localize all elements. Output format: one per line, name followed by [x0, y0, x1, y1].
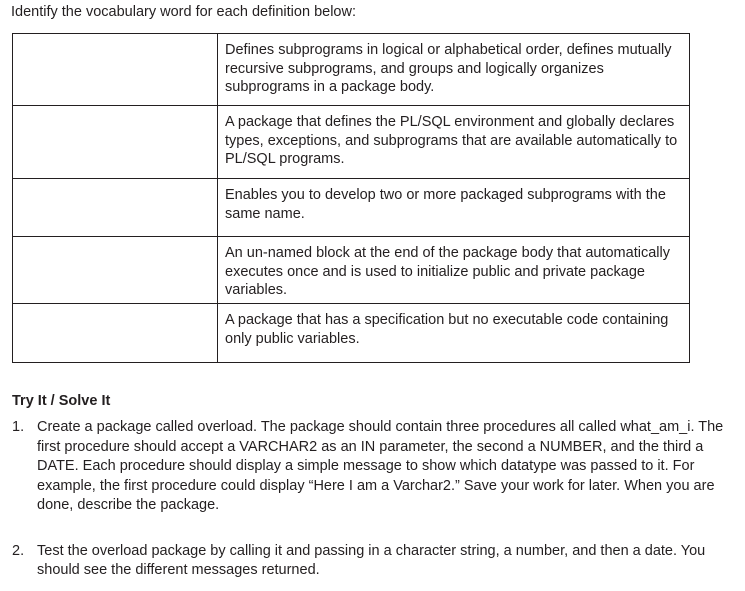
task-item [12, 542, 737, 581]
vocabulary-answer-cell[interactable] [13, 34, 218, 106]
task-number: 2. [12, 542, 25, 559]
section-heading: Try It / Solve It [12, 393, 111, 409]
vocabulary-row [13, 237, 690, 304]
task-list [12, 418, 737, 581]
vocabulary-definition: An un-named block at the end of the package body that automatically executes once and is used to initialize public and private package variables. [218, 237, 690, 304]
vocabulary-definition: Enables you to develop two or more packaged subprograms with the same name. [218, 179, 690, 237]
task-number: 1. [12, 419, 25, 435]
vocabulary-row [13, 304, 690, 363]
vocabulary-answer-cell[interactable] [13, 237, 218, 304]
task-item [12, 418, 737, 516]
vocabulary-answer-cell[interactable] [13, 304, 218, 363]
task-text: Test the overload package by calling it and passing in a character string, a number, and then a date. You should see the different messages returned. [37, 542, 706, 578]
vocabulary-definition: A package that defines the PL/SQL environment and globally declares types, exceptions, and subprograms that are available automatically to PL/SQL programs. [218, 106, 690, 179]
vocabulary-table [12, 33, 690, 363]
vocabulary-definition: A package that has a specification but no executable code containing only public variables. [218, 304, 690, 363]
vocabulary-answer-cell[interactable] [13, 106, 218, 179]
vocabulary-answer-cell[interactable] [13, 179, 218, 237]
vocabulary-definition: Defines subprograms in logical or alphabetical order, defines mutually recursive subprograms, and groups and logically organizes subprograms in a package body. [218, 34, 690, 106]
vocabulary-row [13, 34, 690, 106]
instructions-text: Identify the vocabulary word for each definition below: [11, 4, 356, 20]
vocabulary-row [13, 106, 690, 179]
task-text: Create a package called overload. The package should contain three procedures all called what_am_i. The first procedure should accept a VARCHAR2 as an IN parameter, the second a NUMBER, and the third a DATE. Each procedure should display a simple message to show which datatype was passed to it. For example, the first procedure could display “Here I am a Varchar2.” Save your work for later. When you are done, describe the package. [37, 419, 724, 513]
vocabulary-row [13, 179, 690, 237]
